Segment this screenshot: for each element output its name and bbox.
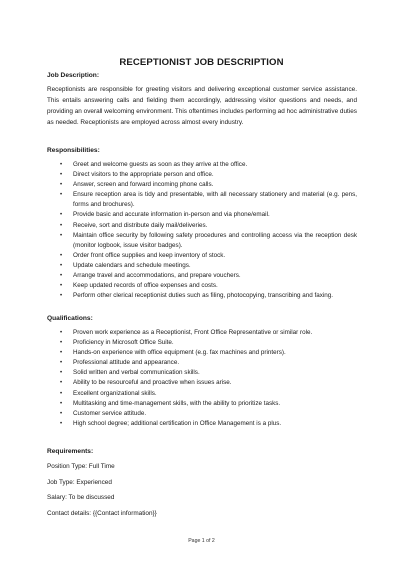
bullet-icon: •	[60, 222, 63, 229]
list-item-text: Arrange travel and accommodations, and prepare vouchers.	[73, 272, 241, 280]
list-item-text: Multitasking and time-management skills, with the ability to prioritize tasks.	[73, 399, 281, 407]
list-item	[47, 419, 357, 429]
bullet-icon: •	[60, 350, 63, 357]
list-item	[47, 210, 357, 220]
bullet-icon: •	[60, 182, 63, 189]
list-item	[47, 378, 357, 388]
contact-details: Contact details: {{Contact information}}	[47, 510, 157, 517]
bullet-icon: •	[60, 232, 63, 239]
bullet-icon: •	[60, 360, 63, 367]
job-description-heading: Job Description:	[47, 72, 100, 79]
list-item	[47, 368, 357, 378]
list-item-text: Solid written and verbal communication skills.	[73, 369, 200, 377]
list-item	[47, 271, 357, 281]
bullet-icon: •	[60, 370, 63, 377]
list-item	[47, 291, 357, 301]
list-item	[47, 180, 357, 190]
bullet-icon: •	[60, 330, 63, 336]
list-item-text: Direct visitors to the appropriate person and office.	[73, 171, 214, 179]
list-item	[47, 328, 357, 338]
page-number: Page 1 of 2	[188, 538, 215, 544]
list-item-text: Update calendars and schedule meetings.	[73, 261, 191, 269]
bullet-icon: •	[60, 252, 63, 259]
list-item-text: Customer service attitude.	[73, 409, 147, 417]
list-item-text: Excellent organizational skills.	[73, 389, 157, 397]
list-item-text: Greet and welcome guests as soon as they arrive at the office.	[73, 161, 248, 168]
qualifications-list	[47, 328, 357, 429]
list-item	[47, 221, 357, 231]
bullet-icon: •	[60, 212, 63, 219]
list-item-text: Ensure reception area is tidy and presentable, with all necessary stationery and material (e.g. pens, forms and brochures).	[73, 191, 357, 209]
document-title: RECEPTIONIST JOB DESCRIPTION	[119, 57, 284, 68]
list-item	[47, 409, 357, 419]
list-item	[47, 399, 357, 409]
bullet-icon: •	[60, 340, 63, 347]
list-item	[47, 348, 357, 358]
salary: Salary: To be discussed	[47, 494, 115, 501]
bullet-icon: •	[60, 192, 63, 199]
list-item-text: Provide basic and accurate information in-person and via phone/email.	[73, 211, 270, 219]
list-item-text: Order front office supplies and keep inventory of stock.	[73, 251, 226, 259]
bullet-icon: •	[60, 390, 63, 397]
list-item	[47, 170, 357, 180]
list-item-text: Proven work experience as a Receptionist, Front Office Representative or similar role.	[73, 329, 313, 336]
job-type: Job Type: Experienced	[47, 479, 112, 486]
list-item-text: Ability to be resourceful and proactive when issues arise.	[73, 379, 232, 387]
bullet-icon: •	[60, 172, 63, 179]
list-item	[47, 358, 357, 368]
list-item	[47, 190, 357, 210]
responsibilities-list	[47, 160, 357, 301]
list-item	[47, 160, 357, 170]
list-item-text: Hands-on experience with office equipment (e.g. fax machines and printers).	[73, 349, 286, 357]
bullet-icon: •	[60, 420, 63, 427]
list-item-text: Proficiency in Microsoft Office Suite.	[73, 339, 174, 347]
list-item	[47, 338, 357, 348]
bullet-icon: •	[60, 400, 63, 407]
list-item-text: Professional attitude and appearance.	[73, 359, 180, 367]
bullet-icon: •	[60, 410, 63, 417]
list-item-text: High school degree; additional certification in Office Management is a plus.	[73, 419, 282, 427]
list-item	[47, 261, 357, 271]
list-item-text: Perform other clerical receptionist duties such as filing, photocopying, transcribing and faxing.	[73, 292, 334, 300]
list-item	[47, 231, 357, 251]
responsibilities-heading: Responsibilities:	[47, 147, 100, 154]
bullet-icon: •	[60, 380, 63, 387]
bullet-icon: •	[60, 293, 63, 300]
requirements-heading: Requirements:	[47, 448, 94, 455]
list-item-text: Receive, sort and distribute daily mail/deliveries.	[73, 221, 208, 229]
list-item	[47, 281, 357, 291]
list-item	[47, 389, 357, 399]
list-item	[47, 251, 357, 261]
bullet-icon: •	[60, 273, 63, 280]
list-item-text: Maintain office security by following safety procedures and controlling access via the reception desk (monitor logbook, issue visitor badges).	[73, 231, 357, 249]
bullet-icon: •	[60, 283, 63, 290]
qualifications-heading: Qualifications:	[47, 315, 93, 322]
position-type: Position Type: Full Time	[47, 463, 115, 470]
job-description-text: Receptionists are responsible for greeting visitors and delivering exceptional customer service assistance. This entails answering calls and fielding them accordingly, addressing visitor questions and needs, and providing an overall welcoming environment. This oftentimes includes performing ad hoc administrative duties as needed. Receptionists are employed across almost every industry.	[47, 86, 357, 126]
bullet-icon: •	[60, 262, 63, 269]
list-item-text: Keep updated records of office expenses and costs.	[73, 282, 218, 290]
list-item-text: Answer, screen and forward incoming phone calls.	[73, 181, 214, 189]
bullet-icon: •	[60, 162, 63, 168]
